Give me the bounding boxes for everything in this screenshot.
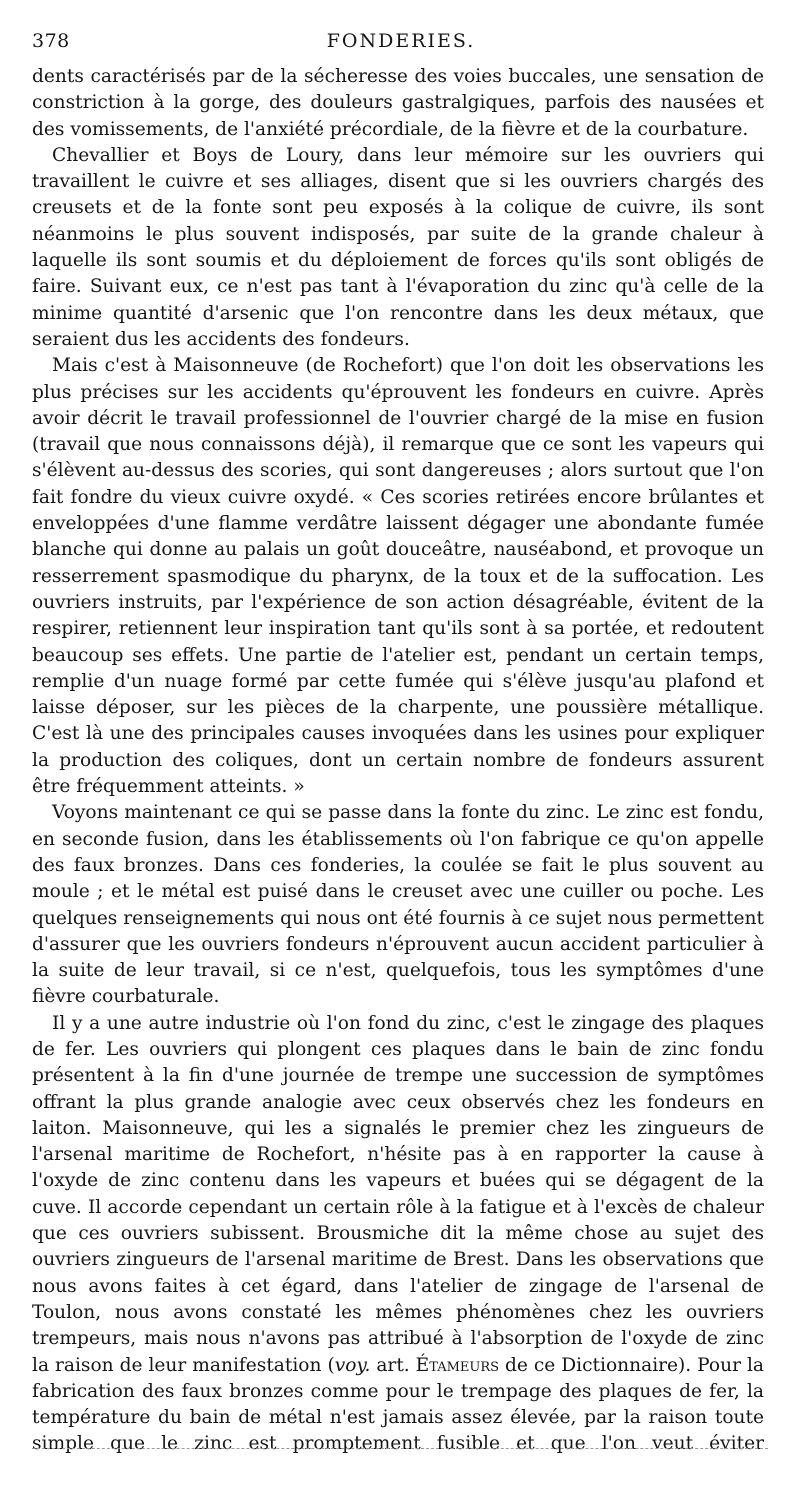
page-number: 378	[32, 30, 70, 52]
final-text: Pour la fabrication des faux bronzes comme pour le trempage des plaques de fer, la température du bain de métal n'est jamais assez élevée, par la raison toute simple que le zinc est promptement fusible et que l'on veut éviter	[32, 1354, 764, 1455]
running-title: FONDERIES.	[326, 30, 476, 52]
paragraph-3: Mais c'est à Maisonneuve (de Rochefort) que l'on doit les observations les plus précises sur les accidents qu'éprouvent les fondeurs en cuivre. Après avoir décrit le travail professionnel de l'ouvrier chargé de la mise en fusion (travail que nous connaissons déjà), il remarque que ce sont les vapeurs qui s'élèvent au-dessus des scories, qui sont dangereuses ; alors surtout que l'on fait fondre du vieux cuivre oxydé. « Ces scories retirées encore brûlantes et enveloppées d'une flamme verdâtre laissent dégager une abondante fumée blanche qui donne au palais un goût douceâtre, nauséabond, et provoque un resserrement spasmodique du pharynx, de la toux et de la suffocation. Les ouvriers instruits, par l'expérience de son action désagréable, évitent de la respirer, retiennent leur inspiration tant qu'ils sont à sa portée, et redoutent beaucoup ses effets. Une partie de l'atelier est, pendant un certain temps, remplie d'un nuage formé par cette fumée qui s'élève jusqu'au plafond et laisse déposer, sur les pièces de la charpente, une poussière métallique. C'est là une des principales causes invoquées dans les usines pour expliquer la production des coliques, dont un certain nombre de fondeurs assurent être fréquemment atteints. »	[32, 355, 764, 798]
cross-reference-art: art.	[370, 1354, 416, 1376]
cross-reference-voy: voy.	[334, 1354, 371, 1376]
paragraph-2: Chevallier et Boys de Loury, dans leur mémoire sur les ouvriers qui travaillent le cuivre et ses alliages, disent que si les ouvriers chargés des creusets et de la fonte sont peu exposés à la colique de cuivre, ils sont néanmoins le plus souvent indisposés, par suite de la grande chaleur à laquelle ils sont soumis et du déploiement de forces qu'ils sont obligés de faire. Suivant eux, ce n'est pas tant à l'évaporation du zinc qu'à celle de la minime quantité d'arsenic que l'on rencontre dans les deux métaux, que seraient dus les accidents des fondeurs.	[32, 144, 764, 350]
paragraph-5-text: Il y a une autre industrie où l'on fond du zinc, c'est le zingage des plaques de fer. Les ouvriers qui plongent ces plaques dans le bain de zinc fondu présentent à la fin d'une journée de trempe une succession de symptômes offrant la plus grande analogie avec ceux observés chez les fondeurs en laiton. Maisonneuve, qui les a signalés le premier chez les zingueurs de l'arsenal maritime de Rochefort, n'hésite pas à en rapporter la cause à l'oxyde de zinc contenu dans les vapeurs et buées qui se dégagent de la cuve. Il accorde cependant un certain rôle à la fatigue et à l'excès de chaleur que ces ouvriers subissent. Brousmiche dit la même chose au sujet des ouvriers zingueurs de l'arsenal maritime de Brest. Dans les observations que nous avons faites à cet égard, dans l'atelier de zingage de l'arsenal de Toulon, nous avons constaté les mêmes phénomènes chez les ouvriers trempeurs, mais nous n'avons pas attribué à l'absorption de l'oxyde de zinc la raison de leur manifestation	[32, 1012, 764, 1376]
paragraph-4: Voyons maintenant ce qui se passe dans la fonte du zinc. Le zinc est fondu, en seconde fusion, dans les établissements où l'on fabrique ce qu'on appelle des faux bronzes. Dans ces fonderies, la coulée se fait le plus souvent au moule ; et le métal est puisé dans le creuset avec une cuiller ou poche. Les quelques renseignements qui nous ont été fournis à ce sujet nous permettent d'assurer que les ouvriers fondeurs n'éprouvent aucun accident particulier à la suite de leur travail, si ce n'est, quelquefois, tous les symptômes d'une fièvre courbaturale.	[32, 802, 764, 1008]
paragraph-1: dents caractérisés par de la sécheresse des voies buccales, une sensation de constriction à la gorge, des douleurs gastralgiques, parfois des nausées et des vomissements, de l'anxiété précordiale, de la fièvre et de la courbature.	[32, 66, 764, 140]
cross-reference-entry: Étameurs	[415, 1354, 500, 1376]
page-header	[32, 30, 770, 58]
body-text	[32, 64, 764, 1458]
footer-rule	[32, 1448, 768, 1449]
paragraph-5	[32, 1011, 764, 1458]
cross-reference-close: de ce Dictionnaire).	[499, 1354, 692, 1376]
cross-reference-open: (	[321, 1354, 335, 1376]
